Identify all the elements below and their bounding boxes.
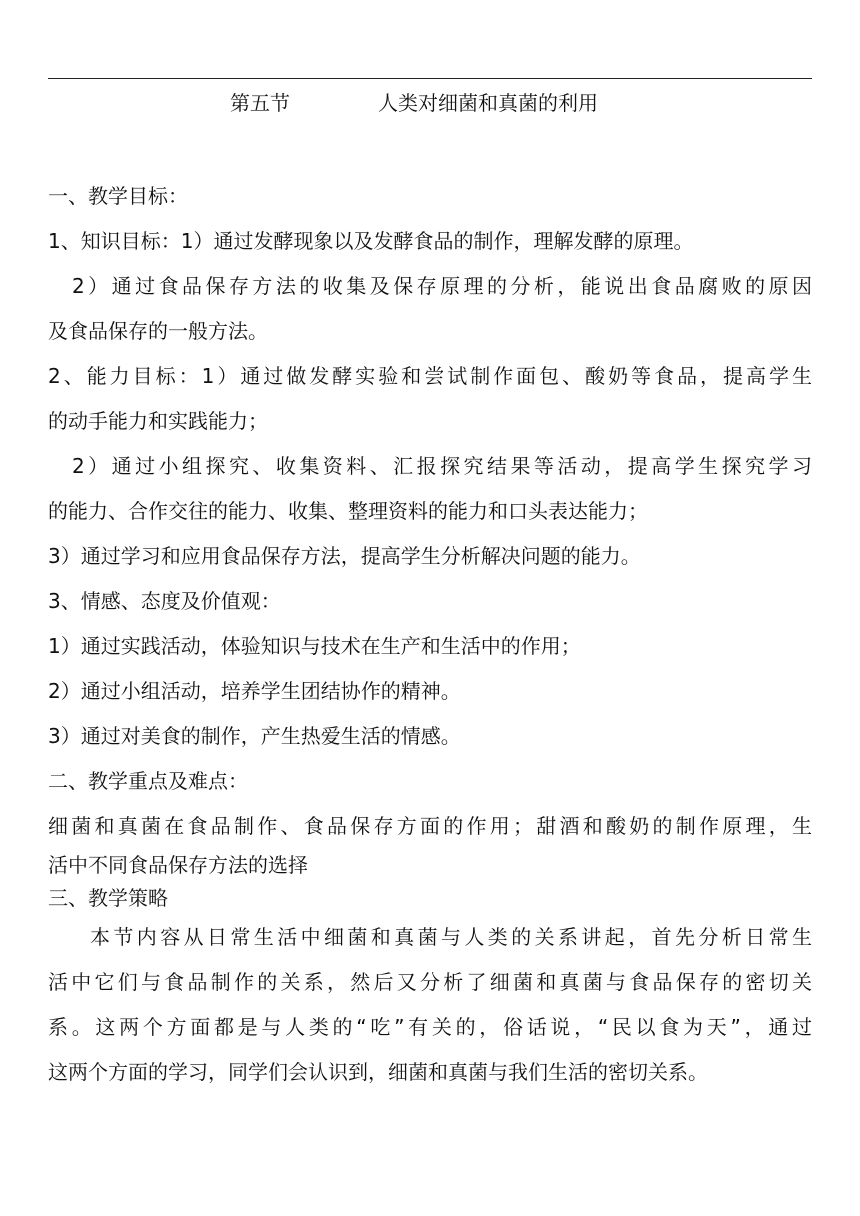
text-line: 本节内容从日常生活中细菌和真菌与人类的关系讲起，首先分析日常生 (90, 925, 812, 949)
text-line: 3）通过对美食的制作，产生热爱生活的情感。 (48, 724, 461, 748)
document-body (48, 174, 812, 1095)
text-line: 的动手能力和实践能力； (48, 409, 268, 433)
heading-key-points: 二、教学重点及难点： (48, 769, 248, 793)
text-line: 系。这两个方面都是与人类的“吃”有关的，俗话说，“民以食为天”，通过 (48, 1015, 812, 1039)
text-line: 细菌和真菌在食品制作、食品保存方面的作用；甜酒和酸奶的制作原理，生 (48, 814, 812, 838)
text-line: 3、情感、态度及价值观： (48, 589, 281, 613)
text-line: 2、能力目标：1）通过做发酵实验和尝试制作面包、酸奶等食品，提高学生 (48, 364, 812, 388)
text-line: 活中它们与食品制作的关系，然后又分析了细菌和真菌与食品保存的密切关 (48, 970, 812, 994)
text-line: 这两个方面的学习，同学们会认识到，细菌和真菌与我们生活的密切关系。 (48, 1060, 708, 1084)
text-line: 的能力、合作交往的能力、收集、整理资料的能力和口头表达能力； (48, 499, 648, 523)
text-line: 及食品保存的一般方法。 (48, 319, 268, 343)
heading-strategy: 三、教学策略 (48, 886, 168, 910)
text-line: 2）通过食品保存方法的收集及保存原理的分析，能说出食品腐败的原因 (72, 274, 812, 298)
header-rule (48, 78, 812, 79)
section-title: 人类对细菌和真菌的利用 (378, 91, 598, 115)
text-line: 1）通过实践活动，体验知识与技术在生产和生活中的作用； (48, 634, 581, 658)
heading-objectives: 一、教学目标： (48, 184, 188, 208)
text-line: 活中不同食品保存方法的选择 (48, 853, 308, 877)
section-number: 第五节 (230, 91, 290, 115)
text-line: 3）通过学习和应用食品保存方法，提高学生分析解决问题的能力。 (48, 544, 641, 568)
text-line: 1、知识目标：1）通过发酵现象以及发酵食品的制作，理解发酵的原理。 (48, 229, 694, 253)
text-line: 2）通过小组活动，培养学生团结协作的精神。 (48, 679, 461, 703)
text-line: 2）通过小组探究、收集资料、汇报探究结果等活动，提高学生探究学习 (72, 454, 812, 478)
